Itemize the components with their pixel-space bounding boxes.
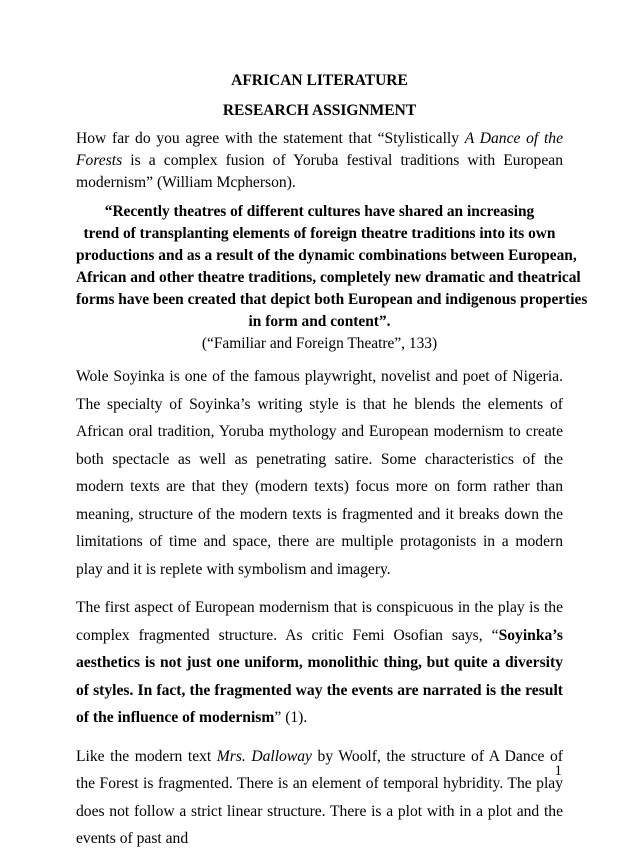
intro-question — [76, 128, 563, 194]
dalloway-title: Mrs. Dalloway — [216, 747, 312, 765]
quote-line: forms have been created that depict both European and indigenous properties — [76, 291, 588, 308]
intro-text-after: is a complex fusion of Yoruba festival traditions with European modernism” (William Mcpherson). — [76, 152, 563, 191]
intro-play-title: A Dance of the Forests — [76, 130, 564, 169]
quote-line: in form and content”. — [248, 313, 391, 330]
paragraph-fragmented-structure — [76, 594, 563, 732]
quote-citation: (“Familiar and Foreign Theatre”, 133) — [201, 335, 438, 352]
paragraph-soyinka-style: Wole Soyinka is one of the famous playwright, novelist and poet of Nigeria. The specialty of Soyinka’s writing style is that he blends the elements of African oral tradition, Yoruba mythology and European modernism to create both spectacle as well as penetrating satire. Some characteristics of the modern texts are that they (modern texts) focus more on form rather than meaning, structure of the modern texts is fragmented and it breaks down the limitations of time and space, there are multiple protagonists in a modern play and it is replete with symbolism and imagery. — [76, 368, 563, 578]
paragraph-dalloway-comparison — [76, 743, 563, 853]
page-number: 1 — [554, 763, 562, 779]
block-quote — [76, 201, 588, 355]
paragraph2-text-before: The first aspect of European modernism that is conspicuous in the play is the complex fragmented structure. As critic Femi Osofian says, “ — [76, 599, 563, 644]
osofian-quote: Soyinka’s aesthetics is not just one uniform, monolithic thing, but quite a diversity of styles. In fact, the fragmented way the events are narrated is the result of the influence of modernism — [76, 626, 563, 726]
quote-line: trend of transplanting elements of foreign theatre traditions into its own — [83, 225, 556, 242]
paragraph2-text-after: ” (1). — [274, 709, 308, 726]
paragraph3-text-before: Like the modern text — [76, 747, 217, 765]
quote-line: African and other theatre traditions, completely new dramatic and theatrical — [76, 269, 581, 286]
quote-line: “Recently theatres of different cultures have shared an increasing — [104, 203, 535, 220]
course-title: AFRICAN LITERATURE — [231, 72, 408, 89]
paragraph3-text-after: by Woolf, the structure of A Dance of the Forest is fragmented. There is an element of temporal hybridity. The play does not follow a strict linear structure. There is a plot with in a plot and the events of past and — [76, 747, 563, 847]
assignment-title: RESEARCH ASSIGNMENT — [222, 102, 417, 119]
document-page — [76, 70, 588, 853]
intro-text-before: How far do you agree with the statement that “Stylistically — [76, 130, 465, 147]
quote-line: productions and as a result of the dynamic combinations between European, — [76, 247, 577, 264]
